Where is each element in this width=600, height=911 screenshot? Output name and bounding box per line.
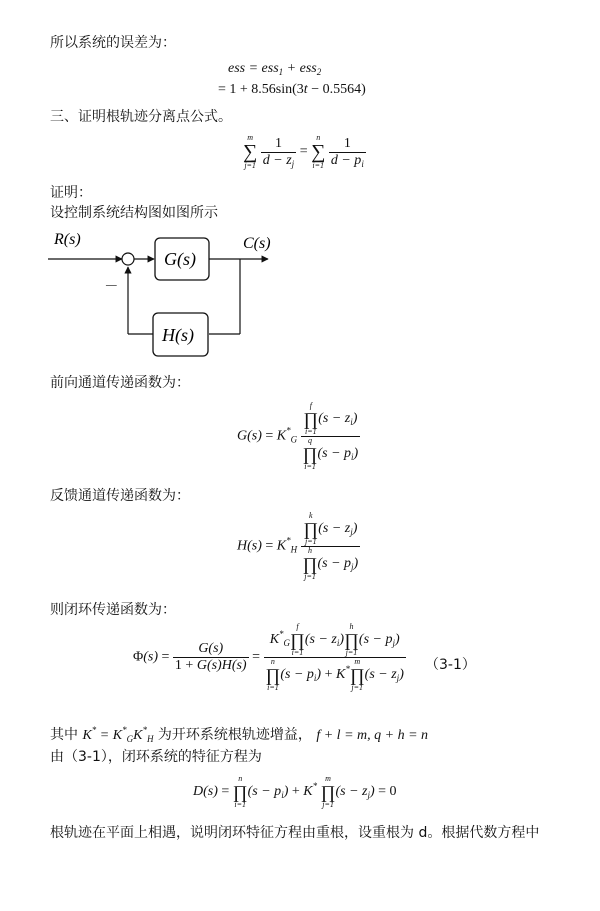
error-intro-text: 所以系统的误差为： xyxy=(50,35,176,51)
feedback-tf-text: 反馈通道传递函数为： xyxy=(50,488,190,504)
breakaway-formula: m ∑ j=1 $\frac{1}{d - z_j}$ = n ∑ i=1 $\frac{1}{d - p_i}$ xyxy=(243,133,364,170)
forward-tf-text: 前向通道传递函数为： xyxy=(50,375,190,391)
feedback-block-label: H(s) xyxy=(162,325,194,345)
feedback-tf-formula: $H(s) = K^*_H$ k ∏ j=1 $(s - z_j)$ h ∏ j=1 $(s - p_j)$ xyxy=(237,511,359,581)
closed-loop-formula: Φ(s) = $\frac{G(s)}{1 + G(s)H(s)}$ = $K^*_G$ f ∏ i=1 $(s - z_i)$ h ∏ j=1 $(s - p_j)$ n ∏ i=1 $(s - p_i) + K^*$ m ∏ j=1 $(s - z_j)$ xyxy=(133,622,404,692)
multiple-root-text: 根轨迹在平面上相遇，说明闭环特征方程由重根，设重根为 d。根据代数方程中 xyxy=(50,825,540,841)
proof-label: 证明： xyxy=(50,185,92,201)
input-label: R(s) xyxy=(54,231,81,248)
closed-loop-text: 则闭环传递函数为： xyxy=(50,602,176,618)
output-label: C(s) xyxy=(243,235,271,252)
forward-block-label: G(s) xyxy=(164,249,196,269)
diagram-intro-text: 设控制系统结构图如图所示 xyxy=(50,205,218,221)
error-equation-2: = 1 + 8.56sin(3t − 0.5564) xyxy=(218,82,366,97)
characteristic-eq-formula: D(s) = n ∏ i=1 $(s - p_i) + K^*$ m ∏ j=1 $(s - z_j) = 0$ xyxy=(193,774,397,809)
gain-equation: $K^* = K^*_GK^*_H$ xyxy=(82,725,154,744)
summing-junction xyxy=(122,253,134,265)
section-heading: 三、证明根轨迹分离点公式。 xyxy=(50,109,232,125)
error-equation-1: ess = ess$_1$ + ess$_2$ xyxy=(228,61,322,77)
forward-tf-formula: $G(s) = K^*_G$ f ∏ i=1 $(s - z_i)$ q ∏ i=1 $(s - p_i)$ xyxy=(237,401,359,471)
block-diagram xyxy=(40,222,300,367)
gain-prefix: 其中 xyxy=(50,727,78,743)
characteristic-eq-text: 由（3-1），闭环系统的特征方程为 xyxy=(50,749,262,765)
degree-relations: f + l = m, q + h = n xyxy=(316,728,429,743)
negative-sign: — xyxy=(106,277,117,291)
equation-label: （3-1） xyxy=(425,657,476,673)
gain-definition-text xyxy=(50,721,428,748)
gain-mid: 为开环系统根轨迹增益， xyxy=(157,727,312,743)
